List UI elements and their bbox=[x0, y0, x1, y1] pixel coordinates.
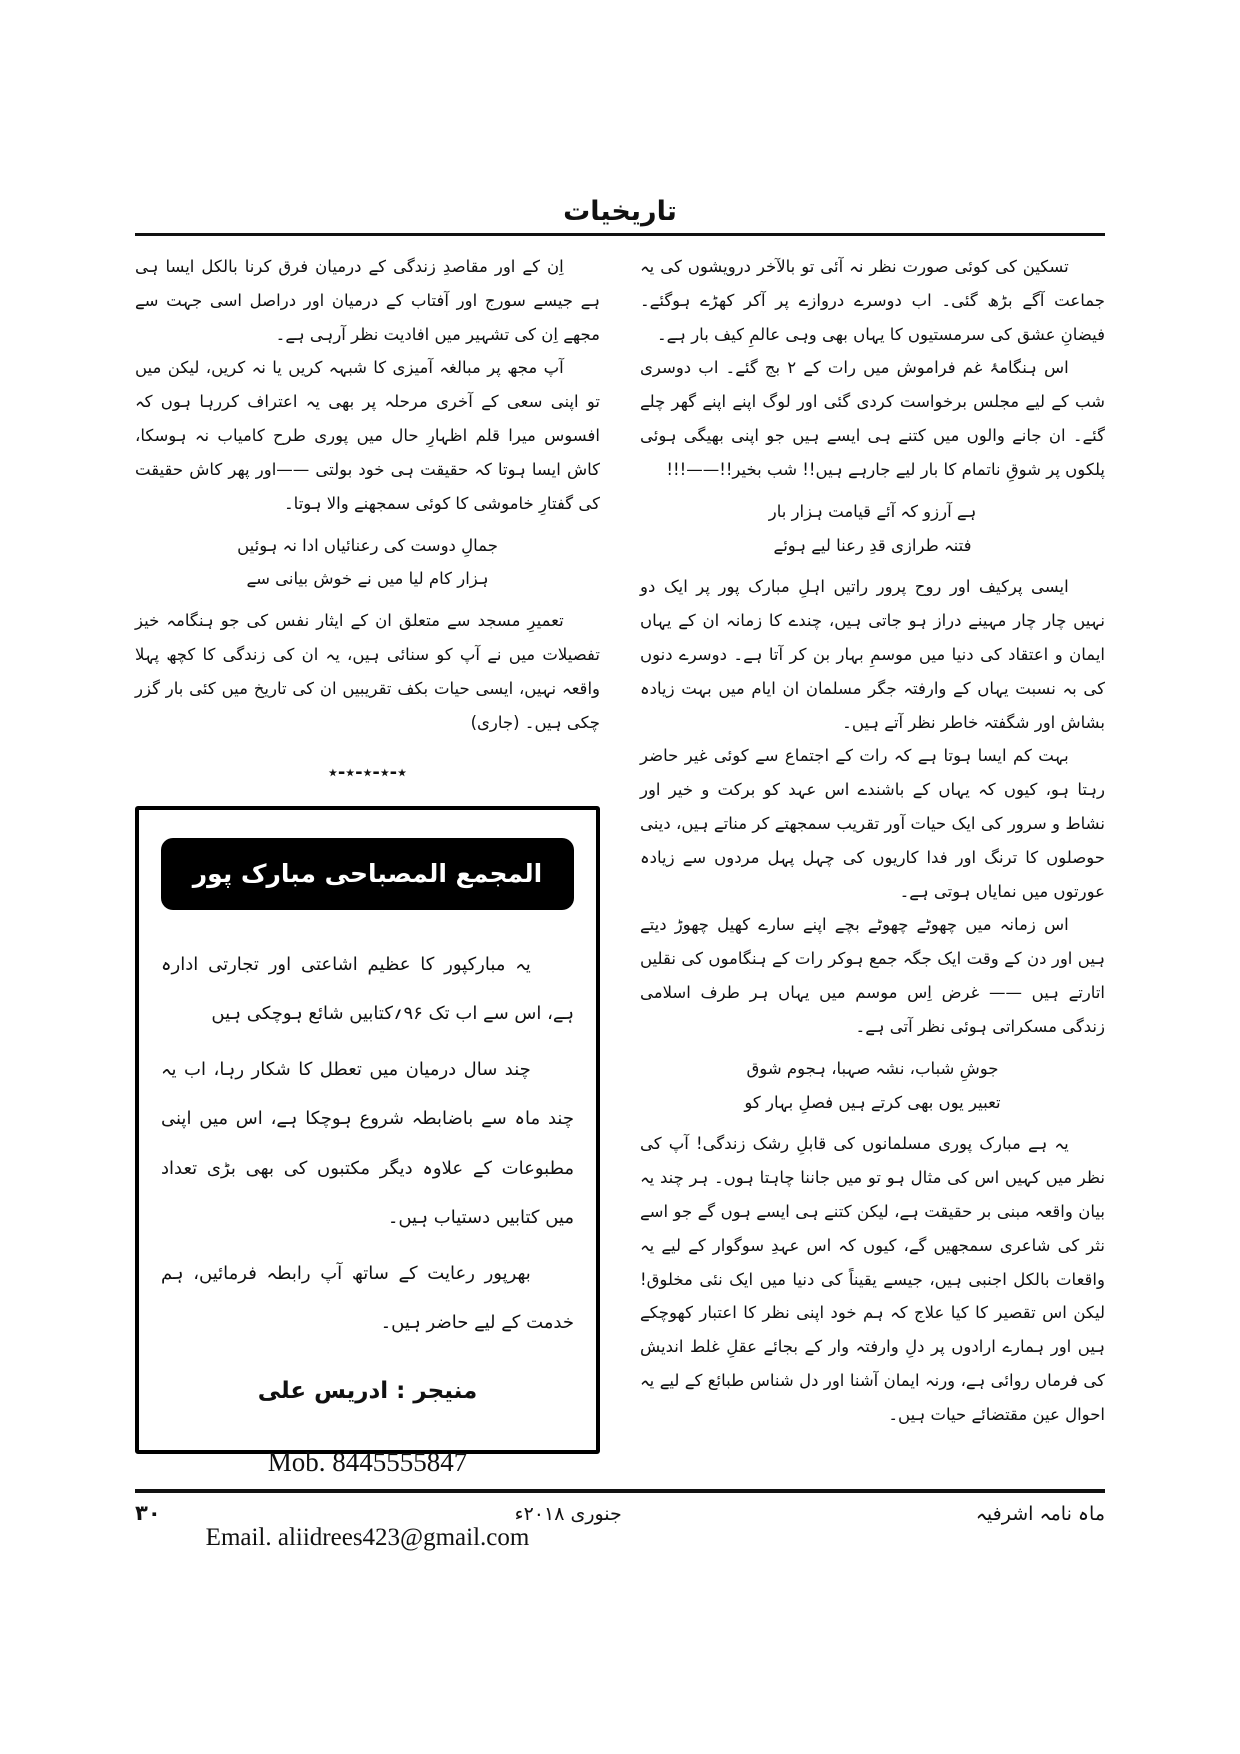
ad-paragraph: بھرپور رعایت کے ساتھ آپ رابطہ فرمائیں، ہم خدمت کے لیے حاضر ہیں۔ bbox=[161, 1262, 574, 1334]
couplet-line: تعبیر یوں بھی کرتے ہیں فصلِ بہار کو bbox=[744, 1092, 1001, 1112]
section-divider: ٭-٭-٭-٭-٭ bbox=[328, 762, 407, 784]
paragraph: بہت کم ایسا ہوتا ہے کہ رات کے اجتماع سے کوئی غیر حاضر رہتا ہو، کیوں کہ یہاں کے باشندے اس عہد کو برکت و خیر اور نشاط و سرور کی ایک حیات آور تقریب سمجھتے کر مناتے ہیں، دینی حوصلوں کا ترنگ اور فدا کاریوں کی چہل پہل مردوں سے زیادہ عورتوں میں نمایاں ہوتی ہے۔ bbox=[640, 746, 1105, 901]
couplet-line: ہے آرزو کہ آئے قیامت ہزار بار bbox=[768, 501, 977, 521]
page-footer bbox=[135, 1489, 1105, 1525]
ad-manager-name: منیجر : ادریس علی bbox=[257, 1377, 478, 1404]
paragraph: آپ مجھ پر مبالغہ آمیزی کا شبہہ کریں یا نہ کریں، لیکن میں تو اپنی سعی کے آخری مرحلہ پر بھی یہ اعتراف کررہا ہوں کہ افسوس میرا قلم اظہارِ حال میں پوری طرح کامیاب نہ ہوسکا، کاش ایسا ہوتا کہ حقیقت ہی خود بولتی ——اور پھر کاش حقیقت کی گفتارِ خاموشی کا کوئی سمجھنے والا ہوتا۔ bbox=[135, 358, 600, 513]
ad-paragraph: یہ مبارکپور کا عظیم اشاعتی اور تجارتی ادارہ ہے، اس سے اب تک ۹۶؍کتابیں شائع ہوچکی ہیں bbox=[161, 953, 574, 1025]
page-title: تاریخیات bbox=[563, 196, 677, 227]
paragraph: یہ ہے مبارک پوری مسلمانوں کی قابلِ رشک زندگی! آپ کی نظر میں کہیں اس کی مثال ہو تو میں جاننا چاہتا ہوں۔ ہر چند یہ بیان واقعہ مبنی بر حقیقت ہے، لیکن کتنے ہی ایسے ہوں گے جو اسے نثر کی شاعری سمجھیں گے، کیوں کہ اس عہدِ سوگوار کے لیے یہ واقعات بالکل اجنبی ہیں، جیسے یقیناً کی دنیا میں ایک نئی مخلوق! لیکن اس تقصیر کا کیا علاج کہ ہم خود اپنی نظر کا اعتبار کھوچکے ہیں اور ہمارے ارادوں پر دلِ وارفتہ وار کے بجائے عقلِ غلط اندیش کی فرماں روائی ہے، ورنہ ایمان آشنا اور دل شناس طبائع کے لیے یہ احوال عین مقتضائے حیات ہیں۔ bbox=[640, 1134, 1105, 1424]
paragraph: تسکین کی کوئی صورت نظر نہ آئی تو بالآخر درویشوں کی یہ جماعت آگے بڑھ گئی۔ اب دوسرے دروازے پر آکر کھڑے ہوگئے۔ فیضانِ عشق کی سرمستیوں کا یہاں بھی وہی عالمِ کیف بار ہے۔ bbox=[640, 257, 1105, 344]
couplet-line: ہزار کام لیا میں نے خوش بیانی سے bbox=[246, 569, 489, 589]
ad-body bbox=[161, 940, 574, 1354]
ad-mobile-number: Mob. 8445555847 bbox=[267, 1446, 468, 1477]
ad-paragraph: چند سال درمیان میں تعطل کا شکار رہا، اب یہ چند ماہ سے باضابطہ شروع ہوچکا ہے، اس میں اپنی مطبوعات کے علاوہ دیگر مکتبوں کی بھی بڑی تعداد میں کتابیں دستیاب ہیں۔ bbox=[161, 1058, 574, 1229]
couplet bbox=[135, 529, 600, 597]
couplet bbox=[640, 1052, 1105, 1120]
ad-email-address: Email. aliidrees423@gmail.com bbox=[205, 1524, 530, 1551]
paragraph: تعمیرِ مسجد سے متعلق ان کے ایثار نفس کی جو ہنگامہ خیز تفصیلات میں نے آپ کو سنائی ہیں، یہ ان کی زندگی کا کچھ پہلا واقعہ نہیں، ایسی حیات بکف تقریبیں ان کی تاریخ میں کئی بار گزر چکی ہیں۔ (جاری) bbox=[135, 611, 600, 732]
footer-magazine-name: ماہ نامہ اشرفیہ bbox=[975, 1503, 1105, 1525]
header-rule bbox=[135, 233, 1105, 236]
ad-title-banner: المجمع المصباحی مبارک پور bbox=[161, 838, 574, 909]
couplet bbox=[640, 495, 1105, 563]
couplet-line: جمالِ دوست کی رعنائیاں ادا نہ ہوئیں bbox=[237, 535, 498, 555]
couplet-line: جوشِ شباب، نشہ صہبا، ہجوم شوق bbox=[746, 1058, 999, 1078]
right-column bbox=[640, 250, 1105, 1486]
paragraph: اس زمانہ میں چھوٹے چھوٹے بچے اپنے سارے کھیل چھوڑ دیتے ہیں اور دن کے وقت ایک جگہ جمع ہوکر رات کے ہنگاموں کی نقلیں اتارتے ہیں —— غرض اِس موسم میں یہاں ہر طرف اسلامی زندگی مسکراتی ہوئی نظر آتی ہے۔ bbox=[640, 915, 1105, 1036]
couplet-line: فتنہ طرازی قدِ رعنا لیے ہوئے bbox=[773, 535, 972, 555]
paragraph: ایسی پرکیف اور روح پرور راتیں اہلِ مبارک پور پر ایک دو نہیں چار چار مہینے دراز ہو جاتی ہیں، چندے کا زمانہ ان کے یہاں ایمان و اعتقاد کی دنیا میں موسمِ بہار بن کر آتا ہے۔ دوسرے دنوں کی بہ نسبت یہاں کے وارفتہ جگر مسلمان ان ایام میں بہت زیادہ بشاش اور شگفتہ خاطر نظر آتے ہیں۔ bbox=[640, 577, 1105, 732]
footer-page-number: ۳۰ bbox=[135, 1501, 161, 1525]
footer-issue-date: جنوری ۲۰۱۸ء bbox=[514, 1503, 622, 1525]
paragraph: اس ہنگامۂ غم فراموش میں رات کے ۲ بج گئے۔ اب دوسری شب کے لیے مجلس برخواست کردی گئی اور لوگ اپنے اپنے گھر چلے گئے۔ ان جانے والوں میں کتنے ہی ایسے ہیں جو اپنی بھیگی ہوئی پلکوں پر شوقِ ناتمام کا بار لیے جارہے ہیں!! شب بخیر!!——!!! bbox=[640, 358, 1105, 479]
paragraph: اِن کے اور مقاصدِ زندگی کے درمیان فرق کرنا بالکل ایسا ہی ہے جیسے سورج اور آفتاب کے درمیان اور دراصل اسی جہت سے مجھے اِن کی تشہیر میں افادیت نظر آرہی ہے۔ bbox=[135, 257, 600, 344]
